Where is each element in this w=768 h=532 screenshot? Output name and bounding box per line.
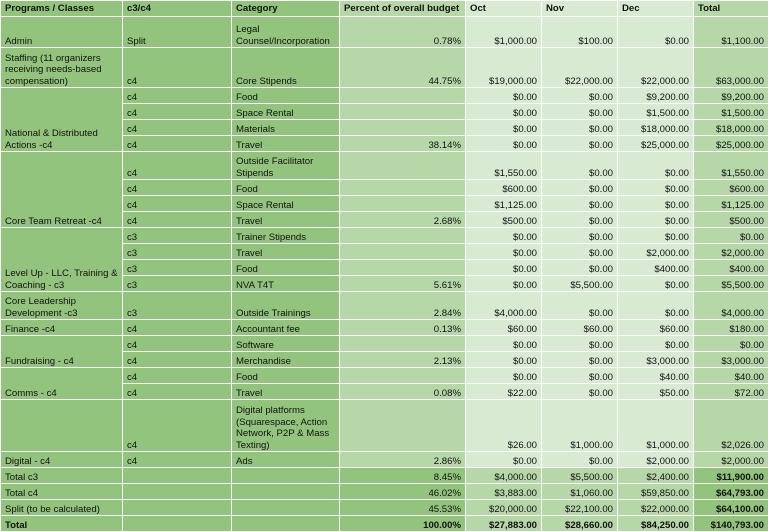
c3c4-cell: c3 (123, 292, 232, 320)
table-row (1, 17, 768, 48)
summary-label: Split (to be calculated) (1, 500, 123, 516)
dec-cell: $2,000.00 (618, 244, 694, 260)
nov-cell: $0.00 (542, 104, 618, 120)
summary-row-total-c4 (1, 484, 768, 500)
category-cell: Travel (232, 136, 340, 152)
summary-total: $64,793.00 (694, 484, 768, 500)
summary-blank (123, 484, 232, 500)
c3c4-cell: c3 (123, 276, 232, 292)
total-cell: $500.00 (694, 212, 768, 228)
dec-cell: $1,000.00 (618, 400, 694, 452)
oct-cell: $1,000.00 (466, 17, 542, 48)
total-cell: $400.00 (694, 260, 768, 276)
summary-dec: $84,250.00 (618, 516, 694, 532)
c3c4-cell: c4 (123, 152, 232, 180)
summary-blank (123, 516, 232, 532)
summary-dec: $2,400.00 (618, 468, 694, 484)
category-cell: Merchandise (232, 352, 340, 368)
total-cell: $1,550.00 (694, 152, 768, 180)
c3c4-cell: c4 (123, 196, 232, 212)
percent-cell: 2.86% (340, 452, 466, 468)
category-cell: Space Rental (232, 196, 340, 212)
table-row (1, 48, 768, 88)
c3c4-cell: c3 (123, 260, 232, 276)
percent-cell: 5.61% (340, 276, 466, 292)
program-cell: Fundraising - c4 (1, 336, 123, 368)
oct-cell: $22.00 (466, 384, 542, 400)
summary-oct: $27,883.00 (466, 516, 542, 532)
c3c4-cell: c4 (123, 336, 232, 352)
program-cell: Finance -c4 (1, 320, 123, 336)
percent-cell: 2.84% (340, 292, 466, 320)
dec-cell: $50.00 (618, 384, 694, 400)
program-cell: Comms - c4 (1, 368, 123, 400)
summary-oct: $3,883.00 (466, 484, 542, 500)
total-cell: $2,000.00 (694, 244, 768, 260)
program-cell-empty (1, 400, 123, 452)
dec-cell: $0.00 (618, 336, 694, 352)
dec-cell: $9,200.00 (618, 88, 694, 104)
category-cell: Food (232, 368, 340, 384)
summary-percent: 45.53% (340, 500, 466, 516)
dec-cell: $0.00 (618, 292, 694, 320)
nov-cell: $1,000.00 (542, 400, 618, 452)
nov-cell: $0.00 (542, 180, 618, 196)
program-cell: Admin (1, 17, 123, 48)
percent-cell (340, 260, 466, 276)
nov-cell: $5,500.00 (542, 276, 618, 292)
nov-cell: $0.00 (542, 196, 618, 212)
header-dec: Dec (618, 1, 694, 17)
percent-cell: 0.13% (340, 320, 466, 336)
table-row (1, 88, 768, 104)
percent-cell (340, 228, 466, 244)
total-cell: $25,000.00 (694, 136, 768, 152)
nov-cell: $0.00 (542, 292, 618, 320)
nov-cell: $0.00 (542, 244, 618, 260)
total-cell: $5,500.00 (694, 276, 768, 292)
summary-blank (232, 500, 340, 516)
header-oct: Oct (466, 1, 542, 17)
summary-label: Total (1, 516, 123, 532)
c3c4-cell: c4 (123, 212, 232, 228)
percent-cell (340, 88, 466, 104)
summary-percent: 100.00% (340, 516, 466, 532)
c3c4-cell: c4 (123, 136, 232, 152)
percent-cell: 2.13% (340, 352, 466, 368)
oct-cell: $26.00 (466, 400, 542, 452)
summary-blank (123, 468, 232, 484)
total-cell: $18,000.00 (694, 120, 768, 136)
header-row (1, 1, 768, 17)
nov-cell: $0.00 (542, 120, 618, 136)
total-cell: $72.00 (694, 384, 768, 400)
summary-nov: $5,500.00 (542, 468, 618, 484)
total-cell: $180.00 (694, 320, 768, 336)
category-cell: Legal Counsel/Incorporation (232, 17, 340, 48)
c3c4-cell: c3 (123, 244, 232, 260)
nov-cell: $0.00 (542, 384, 618, 400)
table-row (1, 400, 768, 452)
dec-cell: $1,500.00 (618, 104, 694, 120)
category-cell: Ads (232, 452, 340, 468)
category-cell: Travel (232, 384, 340, 400)
dec-cell: $0.00 (618, 180, 694, 196)
dec-cell: $0.00 (618, 152, 694, 180)
nov-cell: $0.00 (542, 452, 618, 468)
oct-cell: $0.00 (466, 452, 542, 468)
program-cell: Level Up - LLC, Training & Coaching - c3 (1, 228, 123, 292)
c3c4-cell: c4 (123, 88, 232, 104)
total-cell: $3,000.00 (694, 352, 768, 368)
c3c4-cell: c4 (123, 320, 232, 336)
table-row (1, 152, 768, 180)
header-percent: Percent of overall budget (340, 1, 466, 17)
summary-blank (232, 468, 340, 484)
total-cell: $9,200.00 (694, 88, 768, 104)
table-row (1, 320, 768, 336)
category-cell: Outside Facilitator Stipends (232, 152, 340, 180)
summary-nov: $22,100.00 (542, 500, 618, 516)
nov-cell: $0.00 (542, 136, 618, 152)
total-cell: $1,100.00 (694, 17, 768, 48)
percent-cell (340, 244, 466, 260)
program-cell: Core Leadership Development -c3 (1, 292, 123, 320)
category-cell: Outside Trainings (232, 292, 340, 320)
header-c3c4: c3/c4 (123, 1, 232, 17)
header-total: Total (694, 1, 768, 17)
oct-cell: $4,000.00 (466, 292, 542, 320)
oct-cell: $19,000.00 (466, 48, 542, 88)
header-category: Category (232, 1, 340, 17)
c3c4-cell: c4 (123, 120, 232, 136)
summary-row-split (1, 500, 768, 516)
oct-cell: $60.00 (466, 320, 542, 336)
c3c4-cell: c4 (123, 180, 232, 196)
c3c4-cell: c4 (123, 368, 232, 384)
percent-cell: 2.68% (340, 212, 466, 228)
program-cell: Staffing (11 organizers receiving needs-based compensation) (1, 48, 123, 88)
category-cell: Food (232, 260, 340, 276)
oct-cell: $0.00 (466, 104, 542, 120)
summary-total: $140,793.00 (694, 516, 768, 532)
nov-cell: $0.00 (542, 212, 618, 228)
summary-blank (123, 500, 232, 516)
oct-cell: $500.00 (466, 212, 542, 228)
nov-cell: $0.00 (542, 260, 618, 276)
dec-cell: $0.00 (618, 17, 694, 48)
category-cell: Travel (232, 244, 340, 260)
total-cell: $0.00 (694, 336, 768, 352)
percent-cell (340, 180, 466, 196)
oct-cell: $0.00 (466, 276, 542, 292)
percent-cell (340, 104, 466, 120)
summary-dec: $59,850.00 (618, 484, 694, 500)
dec-cell: $400.00 (618, 260, 694, 276)
summary-oct: $20,000.00 (466, 500, 542, 516)
category-cell: Travel (232, 212, 340, 228)
category-cell: NVA T4T (232, 276, 340, 292)
dec-cell: $2,000.00 (618, 452, 694, 468)
total-cell: $4,000.00 (694, 292, 768, 320)
dec-cell: $0.00 (618, 212, 694, 228)
c3c4-cell: c4 (123, 104, 232, 120)
c3c4-cell: c4 (123, 384, 232, 400)
summary-percent: 8.45% (340, 468, 466, 484)
category-cell: Trainer Stipends (232, 228, 340, 244)
nov-cell: $100.00 (542, 17, 618, 48)
oct-cell: $0.00 (466, 120, 542, 136)
table-row (1, 452, 768, 468)
dec-cell: $40.00 (618, 368, 694, 384)
total-cell: $40.00 (694, 368, 768, 384)
oct-cell: $0.00 (466, 88, 542, 104)
summary-nov: $28,660.00 (542, 516, 618, 532)
header-nov: Nov (542, 1, 618, 17)
total-cell: $1,125.00 (694, 196, 768, 212)
c3c4-cell: Split (123, 17, 232, 48)
dec-cell: $0.00 (618, 196, 694, 212)
oct-cell: $1,550.00 (466, 152, 542, 180)
percent-cell (340, 152, 466, 180)
nov-cell: $0.00 (542, 152, 618, 180)
nov-cell: $0.00 (542, 368, 618, 384)
category-cell: Accountant fee (232, 320, 340, 336)
category-cell: Software (232, 336, 340, 352)
percent-cell (340, 368, 466, 384)
category-cell: Space Rental (232, 104, 340, 120)
program-cell: National & Distributed Actions -c4 (1, 88, 123, 152)
summary-label: Total c3 (1, 468, 123, 484)
program-cell: Digital - c4 (1, 452, 123, 468)
summary-oct: $4,000.00 (466, 468, 542, 484)
program-cell: Core Team Retreat -c4 (1, 152, 123, 228)
percent-cell (340, 336, 466, 352)
nov-cell: $0.00 (542, 88, 618, 104)
oct-cell: $0.00 (466, 244, 542, 260)
summary-nov: $1,060.00 (542, 484, 618, 500)
category-cell: Materials (232, 120, 340, 136)
summary-row-grand-total (1, 516, 768, 532)
oct-cell: $0.00 (466, 352, 542, 368)
percent-cell (340, 196, 466, 212)
c3c4-cell: c4 (123, 452, 232, 468)
nov-cell: $0.00 (542, 228, 618, 244)
c3c4-cell: c4 (123, 48, 232, 88)
nov-cell: $0.00 (542, 352, 618, 368)
header-program: Programs / Classes (1, 1, 123, 17)
oct-cell: $600.00 (466, 180, 542, 196)
category-cell: Food (232, 88, 340, 104)
oct-cell: $0.00 (466, 368, 542, 384)
table-row (1, 228, 768, 244)
oct-cell: $0.00 (466, 136, 542, 152)
total-cell: $0.00 (694, 228, 768, 244)
c3c4-cell: c3 (123, 228, 232, 244)
oct-cell: $0.00 (466, 336, 542, 352)
total-cell: $2,026.00 (694, 400, 768, 452)
category-cell: Food (232, 180, 340, 196)
summary-label: Total c4 (1, 484, 123, 500)
nov-cell: $22,000.00 (542, 48, 618, 88)
oct-cell: $1,125.00 (466, 196, 542, 212)
total-cell: $1,500.00 (694, 104, 768, 120)
percent-cell (340, 400, 466, 452)
c3c4-cell: c4 (123, 400, 232, 452)
percent-cell: 0.08% (340, 384, 466, 400)
nov-cell: $60.00 (542, 320, 618, 336)
percent-cell: 0.78% (340, 17, 466, 48)
dec-cell: $22,000.00 (618, 48, 694, 88)
summary-total: $64,100.00 (694, 500, 768, 516)
oct-cell: $0.00 (466, 260, 542, 276)
category-cell: Core Stipends (232, 48, 340, 88)
summary-percent: 46.02% (340, 484, 466, 500)
dec-cell: $3,000.00 (618, 352, 694, 368)
category-cell: Digital platforms (Squarespace, Action Network, P2P & Mass Texting) (232, 400, 340, 452)
total-cell: $600.00 (694, 180, 768, 196)
summary-total: $11,900.00 (694, 468, 768, 484)
nov-cell: $0.00 (542, 336, 618, 352)
dec-cell: $18,000.00 (618, 120, 694, 136)
percent-cell: 44.75% (340, 48, 466, 88)
summary-dec: $22,000.00 (618, 500, 694, 516)
summary-blank (232, 516, 340, 532)
summary-row-total-c3 (1, 468, 768, 484)
dec-cell: $0.00 (618, 276, 694, 292)
dec-cell: $0.00 (618, 228, 694, 244)
oct-cell: $0.00 (466, 228, 542, 244)
percent-cell (340, 120, 466, 136)
percent-cell: 38.14% (340, 136, 466, 152)
c3c4-cell: c4 (123, 352, 232, 368)
table-row (1, 292, 768, 320)
dec-cell: $25,000.00 (618, 136, 694, 152)
total-cell: $2,000.00 (694, 452, 768, 468)
summary-blank (232, 484, 340, 500)
dec-cell: $60.00 (618, 320, 694, 336)
table-row (1, 368, 768, 384)
total-cell: $63,000.00 (694, 48, 768, 88)
table-row (1, 336, 768, 352)
